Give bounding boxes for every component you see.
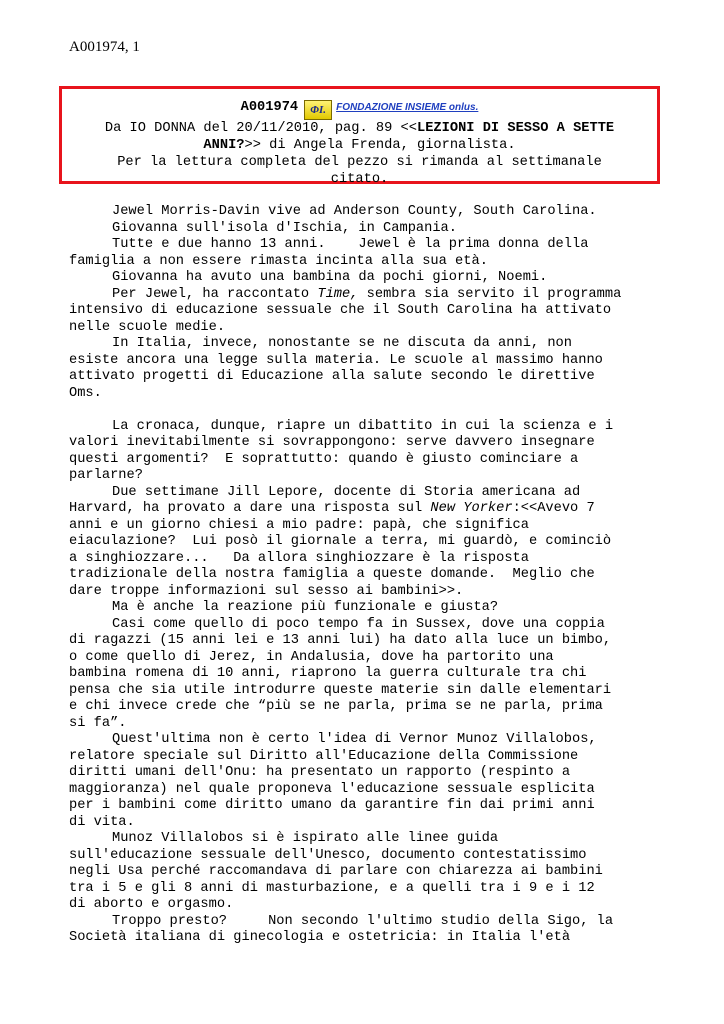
article-body: [69, 204, 669, 947]
text-line: [69, 270, 669, 287]
text-line: a singhiozzare... Da allora singhiozzare è la risposta: [69, 550, 529, 566]
text-line: valori inevitabilmente si sovrappongono: serve davvero insegnare: [69, 435, 595, 450]
text-span: Harvard, ha provato a dare una risposta sul: [69, 501, 431, 516]
text-line: [69, 914, 669, 931]
text-span: Quest'ultima non è certo l'idea di Vernor Munoz Villalobos,: [112, 732, 597, 747]
text-line: questi argomenti? E soprattutto: quando è giusto cominciare a: [69, 451, 579, 467]
text-span: Due settimane Jill Lepore, docente di Storia americana ad: [112, 484, 581, 500]
text-span: Jewel Morris-Davin vive ad Anderson County, South Carolina.: [112, 204, 597, 219]
source-prefix: Da IO DONNA del 20/11/2010, pag. 89 <<: [104, 121, 417, 136]
source-suffix: >> di Angela Frenda, giornalista.: [244, 138, 516, 153]
text-line: [69, 732, 669, 749]
header-note-line-1: Per la lettura completa del pezzo si rimanda al settimanale: [117, 155, 602, 170]
document-header-box: [59, 86, 660, 187]
text-line: [69, 617, 669, 634]
text-line: [69, 221, 669, 238]
text-line: relatore speciale sul Diritto all'Educazione della Commissione: [69, 748, 579, 764]
text-line: [69, 485, 669, 502]
foundation-link[interactable]: FONDAZIONE INSIEME onlus.: [336, 102, 479, 113]
text-line: si fa”.: [69, 715, 127, 731]
header-source-line-2: [62, 137, 657, 154]
text-line: [69, 287, 669, 304]
page-id-label: A001974, 1: [69, 39, 140, 55]
text-line: di ragazzi (15 anni lei e 13 anni lui) ha dato alla luce un bimbo,: [69, 633, 612, 648]
text-span: sembra sia servito il programma: [358, 286, 622, 302]
text-line: dare troppe informazioni sul sesso ai bambini>>.: [69, 583, 464, 599]
text-line: e chi invece crede che “più se ne parla, prima se ne parla, prima: [69, 699, 603, 714]
text-line: eiaculazione? Lui posò il giornale a terra, mi guardò, e cominciò: [69, 534, 612, 549]
header-note-line-2: citato.: [330, 172, 389, 187]
text-line: tradizionale della nostra famiglia a queste domande. Meglio che: [69, 567, 595, 582]
text-line: maggioranza) nel quale proponeva l'educazione sessuale esplicita: [69, 781, 595, 797]
article-title-part2: ANNI?: [203, 138, 245, 153]
header-source-line: [62, 120, 657, 137]
text-line: tra i 5 e gli 8 anni di masturbazione, e a quelli tra i 9 e i 12: [69, 880, 595, 896]
text-line: di aborto e orgasmo.: [69, 897, 234, 912]
text-span: Ma è anche la reazione più funzionale e giusta?: [112, 600, 499, 615]
text-line: [69, 419, 669, 436]
text-line: [69, 501, 669, 518]
text-span: Troppo presto? Non secondo l'ultimo studio della Sigo, la: [112, 913, 614, 929]
text-span: Tutte e due hanno 13 anni. Jewel è la prima donna della: [112, 237, 589, 252]
text-line: negli Usa perché raccomandava di parlare con chiarezza ai bambini: [69, 864, 603, 879]
text-span: La cronaca, dunque, riapre un dibattito in cui la scienza e i: [112, 418, 614, 434]
text-line: sull'educazione sessuale dell'Unesco, documento contestatissimo: [69, 847, 587, 863]
text-line: Oms.: [69, 385, 102, 401]
text-span: Munoz Villalobos si è ispirato alle linee guida: [112, 831, 499, 846]
text-line: [69, 204, 669, 221]
header-code-line: [62, 99, 657, 120]
text-span: Giovanna ha avuto una bambina da pochi giorni, Noemi.: [112, 270, 548, 285]
text-line: Società italiana di ginecologia e ostetricia: in Italia l'età: [69, 930, 571, 945]
article-title-part1: LEZIONI DI SESSO A SETTE: [417, 121, 615, 136]
magazine-name-new-yorker: New Yorker: [430, 501, 513, 516]
text-line: diritti umani dell'Onu: ha presentato un rapporto (respinto a: [69, 765, 571, 780]
text-line: nelle scuole medie.: [69, 319, 226, 335]
text-line: per i bambini come diritto umano da garantire fin dai primi anni: [69, 798, 595, 813]
magazine-name-time: Time,: [317, 286, 359, 302]
paragraph-spacer: [69, 402, 669, 419]
text-line: [69, 831, 669, 848]
text-span: Per Jewel, ha raccontato: [112, 286, 318, 302]
text-line: anni e un giorno chiesi a mio padre: papà, che significa: [69, 517, 529, 533]
text-line: di vita.: [69, 814, 135, 830]
text-span: :<<Avevo 7: [512, 501, 595, 516]
text-line: [69, 600, 669, 617]
text-line: parlarne?: [69, 468, 143, 483]
text-span: Casi come quello di poco tempo fa in Sussex, dove una coppia: [112, 616, 605, 632]
text-line: esiste ancora una legge sulla materia. Le scuole al massimo hanno: [69, 352, 603, 368]
text-line: attivato progetti di Educazione alla salute secondo le direttive: [69, 369, 595, 384]
document-code: A001974: [240, 100, 299, 115]
text-span: In Italia, invece, nonostante se ne discuta da anni, non: [112, 336, 572, 351]
foundation-logo-icon: ΦI.: [304, 100, 332, 120]
text-line: [69, 336, 669, 353]
text-line: [69, 237, 669, 254]
text-line: famiglia a non essere rimasta incinta alla sua età.: [69, 253, 488, 269]
text-line: o come quello di Jerez, in Andalusia, dove ha partorito una: [69, 649, 554, 665]
text-span: Giovanna sull'isola d'Ischia, in Campania.: [112, 220, 457, 236]
text-line: intensivo di educazione sessuale che il South Carolina ha attivato: [69, 303, 612, 318]
text-line: pensa che sia utile introdurre queste materie sin dalle elementari: [69, 682, 612, 698]
text-line: bambina romena di 10 anni, riaprono la guerra culturale tra chi: [69, 666, 587, 681]
